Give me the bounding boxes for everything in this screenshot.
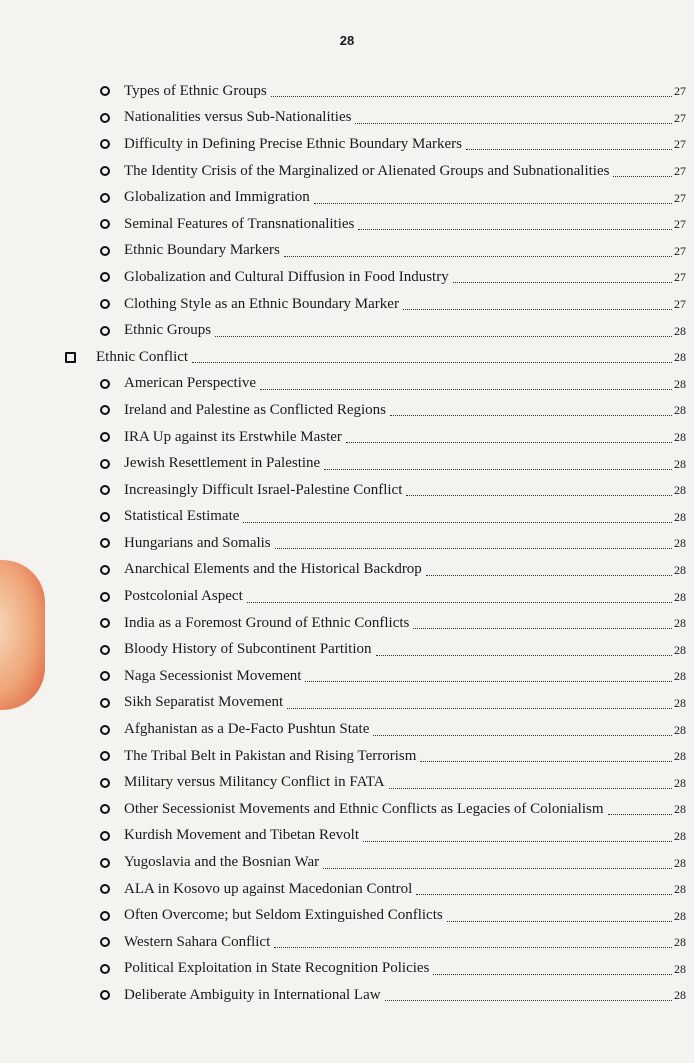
dot-leader: [426, 574, 672, 576]
circle-bullet-icon: [100, 512, 110, 522]
toc-entry-title: Hungarians and Somalis: [124, 534, 271, 551]
toc-entry-page: 27: [674, 218, 686, 231]
circle-bullet-icon: [100, 246, 110, 256]
toc-entry-page: 28: [674, 324, 686, 337]
toc-entry-page: 28: [674, 537, 686, 550]
dot-leader: [403, 308, 672, 310]
dot-leader: [420, 760, 672, 762]
circle-bullet-icon: [100, 219, 110, 229]
circle-bullet-icon: [100, 937, 110, 947]
circle-bullet-icon: [100, 379, 110, 389]
circle-bullet-icon: [100, 804, 110, 814]
toc-entry: [0, 450, 694, 477]
circle-bullet-icon: [100, 432, 110, 442]
toc-entry-page: 28: [674, 643, 686, 656]
toc-entry: [0, 796, 694, 823]
toc-entry-title: The Identity Crisis of the Marginalized or Alienated Groups and Subnationalities: [124, 162, 610, 179]
circle-bullet-icon: [100, 911, 110, 921]
toc-entry: [0, 397, 694, 424]
toc-entry: [0, 743, 694, 770]
toc-entry: [0, 291, 694, 318]
toc-entry-page: 28: [674, 670, 686, 683]
circle-bullet-icon: [100, 326, 110, 336]
toc-entry-title: Often Overcome; but Seldom Extinguished Conflicts: [124, 907, 443, 924]
toc-entry-title: Seminal Features of Transnationalities: [124, 215, 355, 232]
circle-bullet-icon: [100, 113, 110, 123]
toc-entry-title: Other Secessionist Movements and Ethnic Conflicts as Legacies of Colonialism: [124, 800, 604, 817]
toc-entry: [0, 371, 694, 398]
toc-entry: [0, 211, 694, 238]
toc-entry-title: Naga Secessionist Movement: [124, 667, 302, 684]
toc-entry-page: 28: [674, 936, 686, 949]
toc-entry: [0, 78, 694, 105]
circle-bullet-icon: [100, 405, 110, 415]
circle-bullet-icon: [100, 831, 110, 841]
toc-entry-page: 28: [674, 590, 686, 603]
circle-bullet-icon: [100, 964, 110, 974]
toc-entry-title: Globalization and Cultural Diffusion in Food Industry: [124, 268, 449, 285]
toc-entry: [0, 956, 694, 983]
toc-entry: [0, 610, 694, 637]
toc-entry-title: Afghanistan as a De-Facto Pushtun State: [124, 721, 370, 738]
circle-bullet-icon: [100, 272, 110, 282]
toc-entry: [0, 769, 694, 796]
toc-entry: [0, 131, 694, 158]
checkbox-square-icon: [65, 352, 76, 363]
toc-entry-page: 27: [674, 138, 686, 151]
toc-entry-page: 27: [674, 111, 686, 124]
toc-entry: [0, 876, 694, 903]
toc-entry-title: Yugoslavia and the Bosnian War: [124, 854, 320, 871]
dot-leader: [453, 281, 672, 283]
toc-entry: [0, 929, 694, 956]
circle-bullet-icon: [100, 193, 110, 203]
circle-bullet-icon: [100, 618, 110, 628]
toc-entry-page: 28: [674, 776, 686, 789]
toc-entry-page: 27: [674, 165, 686, 178]
dot-leader: [274, 946, 672, 948]
toc-entry-title: Ethnic Boundary Markers: [124, 242, 280, 259]
toc-entry-page: 28: [674, 696, 686, 709]
toc-entry-title: Clothing Style as an Ethnic Boundary Marker: [124, 295, 399, 312]
toc-entry: [0, 477, 694, 504]
toc-entry: [0, 424, 694, 451]
toc-entry: [0, 636, 694, 663]
toc-entry: [0, 504, 694, 531]
toc-entry-page: 28: [674, 723, 686, 736]
dot-leader: [284, 255, 672, 257]
toc-entry: [0, 530, 694, 557]
toc-entry-page: 28: [674, 377, 686, 390]
circle-bullet-icon: [100, 139, 110, 149]
toc-entry-title: ALA in Kosovo up against Macedonian Control: [124, 880, 413, 897]
toc-entry-title: Postcolonial Aspect: [124, 588, 243, 605]
circle-bullet-icon: [100, 485, 110, 495]
toc-entry-page: 28: [674, 909, 686, 922]
dot-leader: [385, 999, 672, 1001]
toc-entry: [0, 264, 694, 291]
toc-entry-title: Bloody History of Subcontinent Partition: [124, 641, 372, 658]
toc-entry-title: Political Exploitation in State Recognition Policies: [124, 960, 430, 977]
circle-bullet-icon: [100, 858, 110, 868]
toc-entry: [0, 317, 694, 344]
toc-entry-page: 28: [674, 563, 686, 576]
toc-entry-title: Types of Ethnic Groups: [124, 82, 267, 99]
dot-leader: [192, 361, 672, 363]
circle-bullet-icon: [100, 884, 110, 894]
dot-leader: [355, 122, 672, 124]
toc-entry-page: 27: [674, 271, 686, 284]
toc-entry: [0, 902, 694, 929]
toc-entry-title: Ireland and Palestine as Conflicted Regions: [124, 401, 387, 418]
toc-entry-title: Ethnic Conflict: [96, 348, 189, 365]
toc-entry-page: 28: [674, 351, 686, 364]
toc-entry: [0, 557, 694, 584]
toc-entry-title: Kurdish Movement and Tibetan Revolt: [124, 827, 359, 844]
toc-entry-title: Military versus Militancy Conflict in FATA: [124, 774, 385, 791]
dot-leader: [271, 95, 672, 97]
circle-bullet-icon: [100, 990, 110, 1000]
toc-entry-title: Difficulty in Defining Precise Ethnic Boundary Markers: [124, 135, 462, 152]
toc-entry-page: 27: [674, 85, 686, 98]
toc-entry-page: 28: [674, 457, 686, 470]
toc-entry-title: Deliberate Ambiguity in International Law: [124, 986, 381, 1003]
dot-leader: [323, 867, 672, 869]
dot-leader: [260, 388, 672, 390]
toc-entry: [0, 716, 694, 743]
toc-entry: [0, 184, 694, 211]
table-of-contents: [0, 78, 694, 1009]
toc-entry: [0, 982, 694, 1009]
toc-entry-title: Western Sahara Conflict: [124, 933, 271, 950]
circle-bullet-icon: [100, 166, 110, 176]
toc-entry-page: 28: [674, 404, 686, 417]
circle-bullet-icon: [100, 86, 110, 96]
circle-bullet-icon: [100, 299, 110, 309]
toc-entry-title: IRA Up against its Erstwhile Master: [124, 428, 342, 445]
toc-entry: [0, 583, 694, 610]
dot-leader: [305, 680, 672, 682]
dot-leader: [324, 468, 672, 470]
toc-entry-page: 28: [674, 829, 686, 842]
dot-leader: [287, 707, 672, 709]
toc-entry-page: 28: [674, 962, 686, 975]
toc-entry-title: Statistical Estimate: [124, 508, 240, 525]
toc-entry-page: 28: [674, 750, 686, 763]
toc-entry-page: 28: [674, 484, 686, 497]
dot-leader: [243, 521, 672, 523]
toc-entry-page: 27: [674, 244, 686, 257]
toc-entry-title: Globalization and Immigration: [124, 189, 310, 206]
circle-bullet-icon: [100, 778, 110, 788]
toc-entry-page: 28: [674, 989, 686, 1002]
toc-entry: [0, 158, 694, 185]
toc-entry-title: American Perspective: [124, 375, 257, 392]
toc-entry: [0, 105, 694, 132]
toc-entry: [0, 823, 694, 850]
toc-entry-title: Nationalities versus Sub-Nationalities: [124, 109, 352, 126]
toc-entry-page: 28: [674, 856, 686, 869]
dot-leader: [608, 813, 673, 815]
dot-leader: [413, 627, 672, 629]
circle-bullet-icon: [100, 565, 110, 575]
toc-entry-page: 28: [674, 510, 686, 523]
toc-entry: [0, 238, 694, 265]
dot-leader: [358, 228, 672, 230]
circle-bullet-icon: [100, 592, 110, 602]
toc-entry-title: India as a Foremost Ground of Ethnic Conflicts: [124, 614, 410, 631]
toc-entry-title: Ethnic Groups: [124, 322, 212, 339]
circle-bullet-icon: [100, 671, 110, 681]
dot-leader: [275, 547, 672, 549]
toc-entry-title: The Tribal Belt in Pakistan and Rising Terrorism: [124, 747, 417, 764]
toc-entry-title: Sikh Separatist Movement: [124, 694, 284, 711]
dot-leader: [406, 494, 672, 496]
toc-entry-page: 28: [674, 431, 686, 444]
dot-leader: [447, 920, 672, 922]
page-number: 28: [339, 33, 355, 48]
circle-bullet-icon: [100, 751, 110, 761]
toc-entry-title: Jewish Resettlement in Palestine: [124, 455, 321, 472]
dot-leader: [416, 893, 672, 895]
toc-entry-title: Increasingly Difficult Israel-Palestine Conflict: [124, 481, 403, 498]
dot-leader: [247, 601, 672, 603]
toc-entry-page: 27: [674, 298, 686, 311]
dot-leader: [215, 335, 672, 337]
toc-entry: [0, 849, 694, 876]
circle-bullet-icon: [100, 698, 110, 708]
circle-bullet-icon: [100, 645, 110, 655]
dot-leader: [390, 414, 672, 416]
dot-leader: [613, 175, 672, 177]
dot-leader: [346, 441, 672, 443]
toc-entry-page: 28: [674, 883, 686, 896]
dot-leader: [376, 654, 673, 656]
dot-leader: [373, 734, 672, 736]
dot-leader: [466, 148, 672, 150]
circle-bullet-icon: [100, 459, 110, 469]
toc-entry-page: 28: [674, 803, 686, 816]
toc-entry-page: 28: [674, 617, 686, 630]
circle-bullet-icon: [100, 725, 110, 735]
dot-leader: [433, 973, 672, 975]
toc-entry: [0, 690, 694, 717]
dot-leader: [389, 787, 672, 789]
dot-leader: [363, 840, 672, 842]
dot-leader: [314, 202, 672, 204]
circle-bullet-icon: [100, 538, 110, 548]
toc-entry-page: 27: [674, 191, 686, 204]
toc-entry: [0, 663, 694, 690]
toc-section-heading: [0, 344, 694, 371]
toc-entry-title: Anarchical Elements and the Historical Backdrop: [124, 561, 422, 578]
